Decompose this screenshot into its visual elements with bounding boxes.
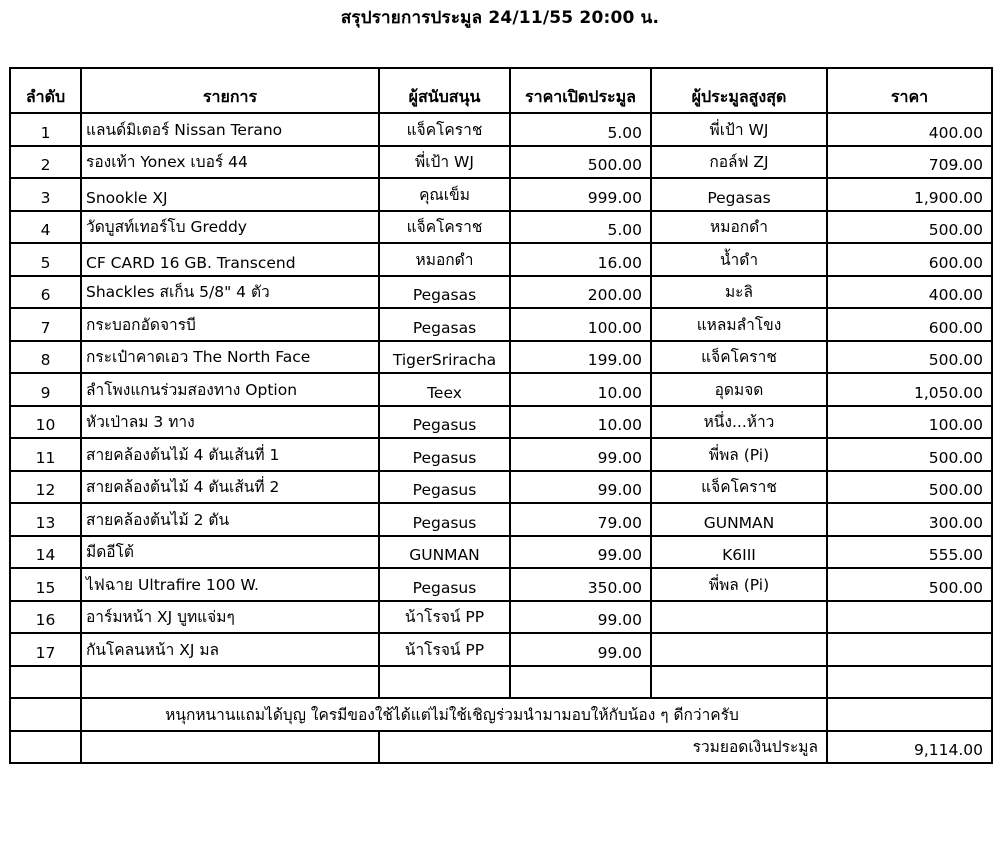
cell-price bbox=[827, 633, 992, 666]
cell-no: 9 bbox=[10, 373, 81, 406]
cell-open-price: 99.00 bbox=[510, 536, 651, 569]
cell-winner: แจ็คโคราช bbox=[651, 471, 827, 504]
cell-open-price: 999.00 bbox=[510, 178, 651, 211]
cell-winner: มะลิ bbox=[651, 276, 827, 309]
cell-item: วัดบูสท์เทอร์โบ Greddy bbox=[81, 211, 379, 244]
header-price: ราคา bbox=[827, 68, 992, 113]
cell-item: สายคล้องต้นไม้ 4 ตันเส้นที่ 2 bbox=[81, 471, 379, 504]
cell-winner: หมอกดำ bbox=[651, 211, 827, 244]
table-row bbox=[10, 243, 992, 276]
cell-open-price: 500.00 bbox=[510, 146, 651, 179]
cell-no: 3 bbox=[10, 178, 81, 211]
cell-item: Shackles สเก็น 5/8" 4 ตัว bbox=[81, 276, 379, 309]
cell-winner: กอล์ฟ ZJ bbox=[651, 146, 827, 179]
cell-winner: อุดมจด bbox=[651, 373, 827, 406]
cell-open-price: 99.00 bbox=[510, 601, 651, 634]
cell-open-price: 16.00 bbox=[510, 243, 651, 276]
note-row bbox=[10, 698, 992, 731]
cell-open-price: 5.00 bbox=[510, 211, 651, 244]
cell-price: 500.00 bbox=[827, 211, 992, 244]
table-row bbox=[10, 113, 992, 146]
cell-no: 15 bbox=[10, 568, 81, 601]
cell-open-price: 99.00 bbox=[510, 633, 651, 666]
cell-open-price: 199.00 bbox=[510, 341, 651, 374]
cell-no: 2 bbox=[10, 146, 81, 179]
cell-no: 13 bbox=[10, 503, 81, 536]
cell-no: 12 bbox=[10, 471, 81, 504]
header-no: ลำดับ bbox=[10, 68, 81, 113]
table-row bbox=[10, 438, 992, 471]
cell-winner bbox=[651, 601, 827, 634]
table-row bbox=[10, 308, 992, 341]
cell-winner: พี่เป้า WJ bbox=[651, 113, 827, 146]
cell-open-price: 100.00 bbox=[510, 308, 651, 341]
cell-price: 300.00 bbox=[827, 503, 992, 536]
cell-no: 5 bbox=[10, 243, 81, 276]
cell-item: กระบอกอัดจารบี bbox=[81, 308, 379, 341]
cell-price: 709.00 bbox=[827, 146, 992, 179]
table-row bbox=[10, 178, 992, 211]
header-row bbox=[10, 68, 992, 113]
cell-sponsor: Pegasus bbox=[379, 503, 510, 536]
cell-winner: พี่พล (Pi) bbox=[651, 438, 827, 471]
cell-open-price: 350.00 bbox=[510, 568, 651, 601]
cell-item: CF CARD 16 GB. Transcend bbox=[81, 243, 379, 276]
cell-price: 500.00 bbox=[827, 341, 992, 374]
cell-item: ลำโพงแกนร่วมสองทาง Option bbox=[81, 373, 379, 406]
cell-price: 400.00 bbox=[827, 276, 992, 309]
cell-price: 555.00 bbox=[827, 536, 992, 569]
cell-sponsor: TigerSriracha bbox=[379, 341, 510, 374]
cell-sponsor: น้าโรจน์ PP bbox=[379, 633, 510, 666]
cell-winner: หนึ่ง...ห้าว bbox=[651, 406, 827, 439]
cell-open-price: 5.00 bbox=[510, 113, 651, 146]
cell-price: 600.00 bbox=[827, 308, 992, 341]
cell-sponsor: น้าโรจน์ PP bbox=[379, 601, 510, 634]
cell-sponsor: แจ็คโคราช bbox=[379, 113, 510, 146]
table-row bbox=[10, 471, 992, 504]
cell-price: 600.00 bbox=[827, 243, 992, 276]
page-title: สรุปรายการประมูล 24/11/55 20:00 น. bbox=[340, 8, 660, 28]
cell-item: กันโคลนหน้า XJ มล bbox=[81, 633, 379, 666]
cell-price bbox=[827, 601, 992, 634]
header-open-price: ราคาเปิดประมูล bbox=[510, 68, 651, 113]
total-row bbox=[10, 731, 992, 764]
cell-open-price: 99.00 bbox=[510, 438, 651, 471]
empty-row bbox=[10, 666, 992, 699]
cell-no: 10 bbox=[10, 406, 81, 439]
cell-price: 1,050.00 bbox=[827, 373, 992, 406]
table-row bbox=[10, 373, 992, 406]
note-text: หนุกหนานแถมได้บุญ ใครมีของใช้ได้แต่ไม่ใช้เชิญร่วมนำมามอบให้กับน้อง ๆ ดีกว่าครับ bbox=[81, 698, 827, 731]
cell-no: 4 bbox=[10, 211, 81, 244]
total-label: รวมยอดเงินประมูล bbox=[379, 731, 827, 764]
header-item: รายการ bbox=[81, 68, 379, 113]
cell-winner: พี่พล (Pi) bbox=[651, 568, 827, 601]
cell-sponsor: GUNMAN bbox=[379, 536, 510, 569]
cell-no: 16 bbox=[10, 601, 81, 634]
total-value: 9,114.00 bbox=[827, 731, 992, 764]
cell-sponsor: Pegasus bbox=[379, 471, 510, 504]
cell-open-price: 99.00 bbox=[510, 471, 651, 504]
cell-sponsor: หมอกดำ bbox=[379, 243, 510, 276]
cell-sponsor: แจ็คโคราช bbox=[379, 211, 510, 244]
cell-no: 8 bbox=[10, 341, 81, 374]
cell-no: 11 bbox=[10, 438, 81, 471]
cell-price: 500.00 bbox=[827, 438, 992, 471]
cell-price: 500.00 bbox=[827, 568, 992, 601]
header-winner: ผู้ประมูลสูงสุด bbox=[651, 68, 827, 113]
cell-open-price: 200.00 bbox=[510, 276, 651, 309]
cell-price: 500.00 bbox=[827, 471, 992, 504]
cell-winner: GUNMAN bbox=[651, 503, 827, 536]
table-row bbox=[10, 536, 992, 569]
cell-sponsor: Pegasus bbox=[379, 568, 510, 601]
cell-item: อาร์มหน้า XJ บูทแจ่มๆ bbox=[81, 601, 379, 634]
cell-sponsor: Pegasas bbox=[379, 276, 510, 309]
cell-item: กระเป๋าคาดเอว The North Face bbox=[81, 341, 379, 374]
cell-price: 100.00 bbox=[827, 406, 992, 439]
cell-sponsor: คุณเข็ม bbox=[379, 178, 510, 211]
cell-item: ไฟฉาย Ultrafire 100 W. bbox=[81, 568, 379, 601]
cell-winner: Pegasas bbox=[651, 178, 827, 211]
table-row bbox=[10, 601, 992, 634]
auction-summary-table bbox=[9, 67, 993, 764]
cell-no: 7 bbox=[10, 308, 81, 341]
table-row bbox=[10, 503, 992, 536]
table-row bbox=[10, 568, 992, 601]
cell-open-price: 10.00 bbox=[510, 406, 651, 439]
cell-winner: K6III bbox=[651, 536, 827, 569]
cell-item: แลนด์มิเตอร์ Nissan Terano bbox=[81, 113, 379, 146]
cell-sponsor: Pegasas bbox=[379, 308, 510, 341]
cell-winner: แหลมลำโขง bbox=[651, 308, 827, 341]
cell-open-price: 10.00 bbox=[510, 373, 651, 406]
cell-sponsor: พี่เป้า WJ bbox=[379, 146, 510, 179]
cell-item: มีดอีโต้ bbox=[81, 536, 379, 569]
cell-item: หัวเป่าลม 3 ทาง bbox=[81, 406, 379, 439]
table-row bbox=[10, 633, 992, 666]
cell-winner: แจ็คโคราช bbox=[651, 341, 827, 374]
cell-no: 14 bbox=[10, 536, 81, 569]
cell-sponsor: Pegasus bbox=[379, 406, 510, 439]
table-row bbox=[10, 276, 992, 309]
cell-sponsor: Pegasus bbox=[379, 438, 510, 471]
cell-item: สายคล้องต้นไม้ 2 ตัน bbox=[81, 503, 379, 536]
table-row bbox=[10, 211, 992, 244]
header-sponsor: ผู้สนับสนุน bbox=[379, 68, 510, 113]
cell-no: 1 bbox=[10, 113, 81, 146]
cell-no: 17 bbox=[10, 633, 81, 666]
cell-item: Snookle XJ bbox=[81, 178, 379, 211]
cell-price: 400.00 bbox=[827, 113, 992, 146]
cell-winner: น้ำดำ bbox=[651, 243, 827, 276]
cell-winner bbox=[651, 633, 827, 666]
cell-item: รองเท้า Yonex เบอร์ 44 bbox=[81, 146, 379, 179]
cell-open-price: 79.00 bbox=[510, 503, 651, 536]
table-row bbox=[10, 146, 992, 179]
cell-sponsor: Teex bbox=[379, 373, 510, 406]
table-row bbox=[10, 406, 992, 439]
cell-no: 6 bbox=[10, 276, 81, 309]
table-row bbox=[10, 341, 992, 374]
cell-price: 1,900.00 bbox=[827, 178, 992, 211]
cell-item: สายคล้องต้นไม้ 4 ตันเส้นที่ 1 bbox=[81, 438, 379, 471]
